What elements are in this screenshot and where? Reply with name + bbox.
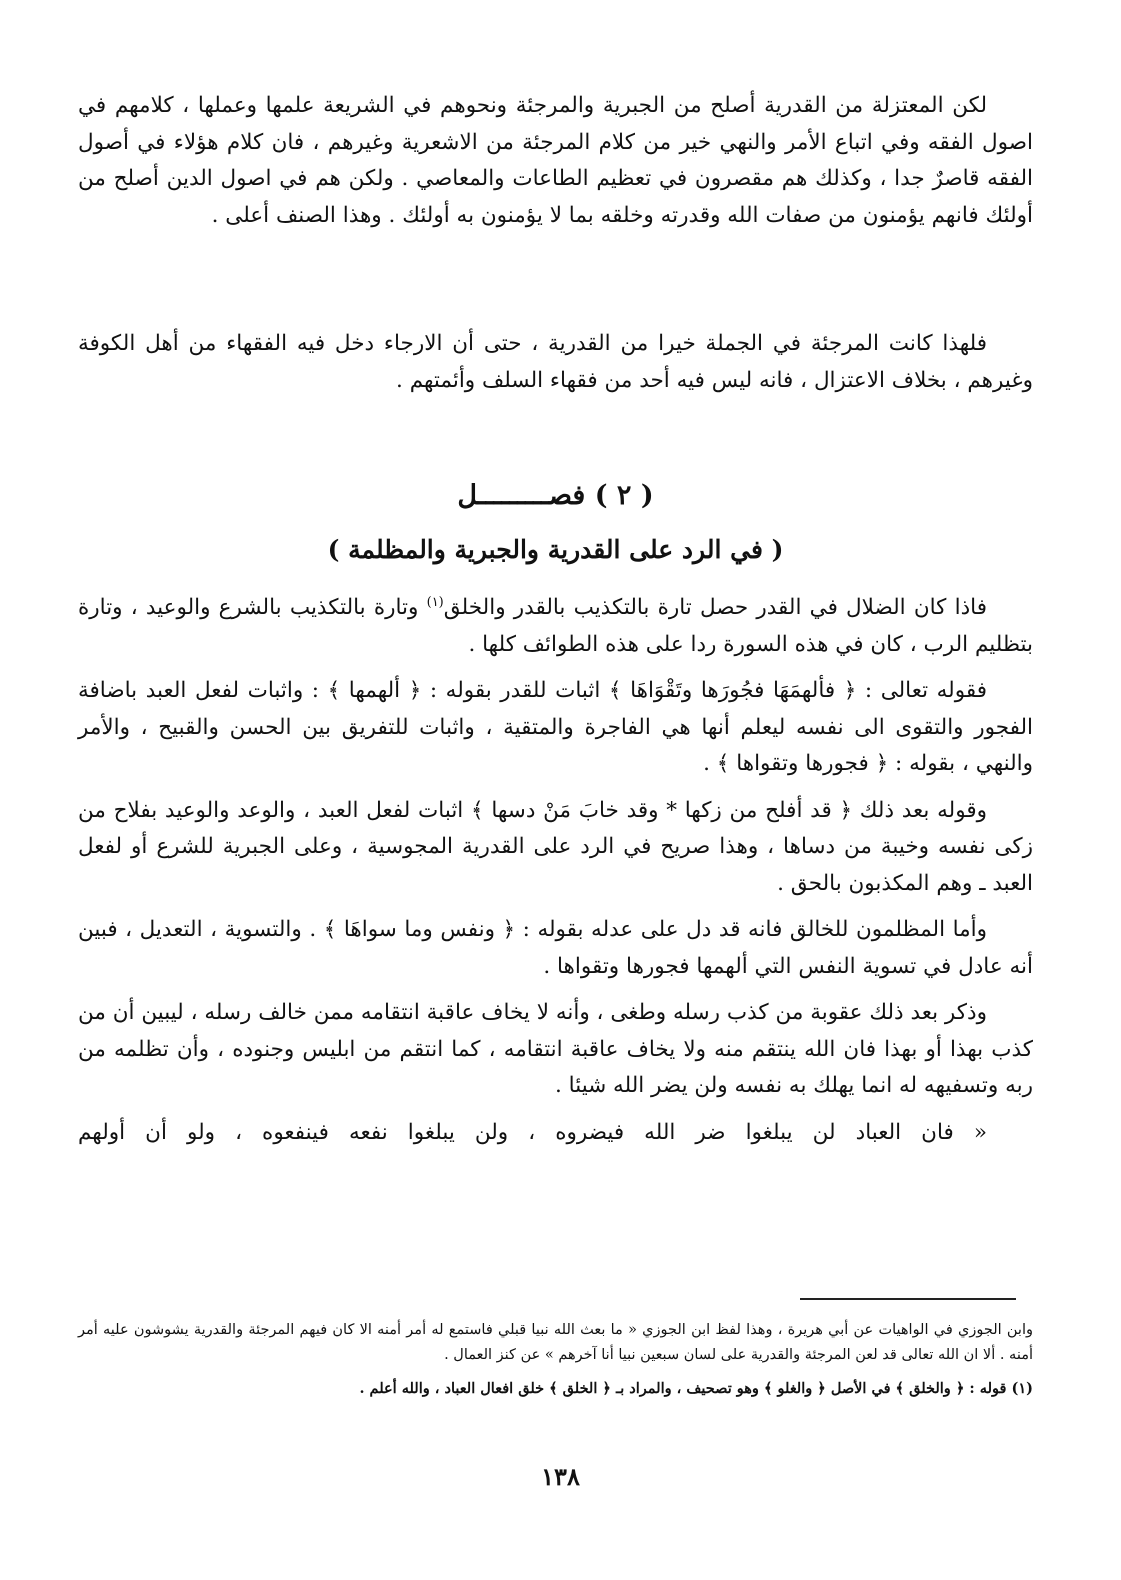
section-title: ( ٢ ) فصـــــــــل [457,480,654,511]
body-paragraph-4: وأما المظلمون للخالق فانه قد دل على عدله بقوله : ﴿ ونفس وما سواهَا ﴾ . والتسوية ، التعديل ، فبين أنه عادل في تسوية النفس التي ألهمها فجورها وتقواها . [78,917,1033,979]
footnote-divider [800,1298,1016,1300]
intro-paragraph-2 [78,326,1033,399]
intro-text-2: فلهذا كانت المرجئة في الجملة خيرا من القدرية ، حتى أن الارجاء دخل فيه الفقهاء من أهل الكوفة وغيرهم ، بخلاف الاعتزال ، فانه ليس فيه أحد من فقهاء السلف وأئمتهم . [78,331,1033,393]
footnote-marker-1[interactable]: (١) [426,594,444,610]
section-subtitle: ( في الرد على القدرية والجبرية والمظلمة ) [327,535,784,564]
body-paragraph-6: « فان العباد لن يبلغوا ضر الله فيضروه ، ولن يبلغوا نفعه فينفعوه ، ولو أن أولهم [78,1119,987,1145]
body-paragraph-1 [78,590,1033,663]
body-paragraph-1-part-a: فاذا كان الضلال في القدر حصل تارة بالتكذيب بالقدر والخلق [443,595,987,620]
footnotes [78,1318,1033,1401]
intro-paragraph-1 [78,88,1033,234]
body-paragraph-5: وذكر بعد ذلك عقوبة من كذب رسله وطغى ، وأنه لا يخاف عاقبة انتقامه ممن خالف رسله ، ليبين أن من كذب بهذا أو بهذا فان الله ينتقم منه ولا يخاف عاقبة انتقامه ، كما انتقم من ابليس وجنوده ، وأن تظلمه من ربه وتسفيهه له انما يهلك به نفسه ولن يضر الله شيئا . [78,1000,1033,1098]
body-paragraph-1-part-b: وتارة بالتكذيب بالشرع والوعيد ، وتارة بتظليم الرب ، كان في هذه السورة ردا على هذه الطوائف كلها . [78,595,1033,657]
footnote-1: (١) قوله : ﴿ والخلق ﴾ في الأصل ﴿ والغلو ﴾ وهو تصحيف ، والمراد بـ ﴿ الخلق ﴾ خلق افعال العباد ، والله أعلم . [359,1380,1033,1397]
section-body [78,590,1033,1151]
page-number: ١٣٨ [541,1462,580,1491]
body-paragraph-3: وقوله بعد ذلك ﴿ قد أفلح من زكها * وقد خابَ مَنْ دسها ﴾ اثبات لفعل العبد ، والوعد والوعيد بفلاح من زكى نفسه وخيبة من دساها ، وهذا صريح في الرد على القدرية المجوسية ، وعلى الجبرية للشرع أو لفعل العبد ـ وهم المكذبون بالحق . [78,797,1034,896]
footnote-continuation: وابن الجوزي في الواهيات عن أبي هريرة ، وهذا لفظ ابن الجوزي « ما بعث الله نبيا قبلي فاستمع له أمر أمنه الا كان فيهم المرجئة والقدرية يشوشون عليه أمر أمنه . ألا ان الله تعالى قد لعن المرجئة والقدرية على لسان سبعين نبيا أنا آخرهم » عن كنز العمال . [78,1322,1033,1363]
body-paragraph-2: فقوله تعالى : ﴿ فألهمَهَا فجُورَها وتَقْوَاهَا ﴾ اثبات للقدر بقوله : ﴿ ألهمها ﴾ : واثبات لفعل العبد باضافة الفجور والتقوى الى نفسه ليعلم أنها هي الفاجرة والمتقية ، واثبات للتفريق بين الحسن والقبيح ، والأمر والنهي ، بقوله : ﴿ فجورها وتقواها ﴾ . [78,678,1033,776]
intro-text-1: لكن المعتزلة من القدرية أصلح من الجبرية والمرجئة ونحوهم في الشريعة علمها وعملها ، كلامهم في اصول الفقه وفي اتباع الأمر والنهي خير من كلام المرجئة من الاشعرية وغيرهم ، فان كلام هؤلاء في أصول الفقه قاصرٌ جدا ، وكذلك هم مقصرون في تعظيم الطاعات والمعاصي . ولكن هم في اصول الدين أصلح من أولئك فانهم يؤمنون من صفات الله وقدرته وخلقه بما لا يؤمنون به أولئك . وهذا الصنف أعلى . [78,93,1033,228]
